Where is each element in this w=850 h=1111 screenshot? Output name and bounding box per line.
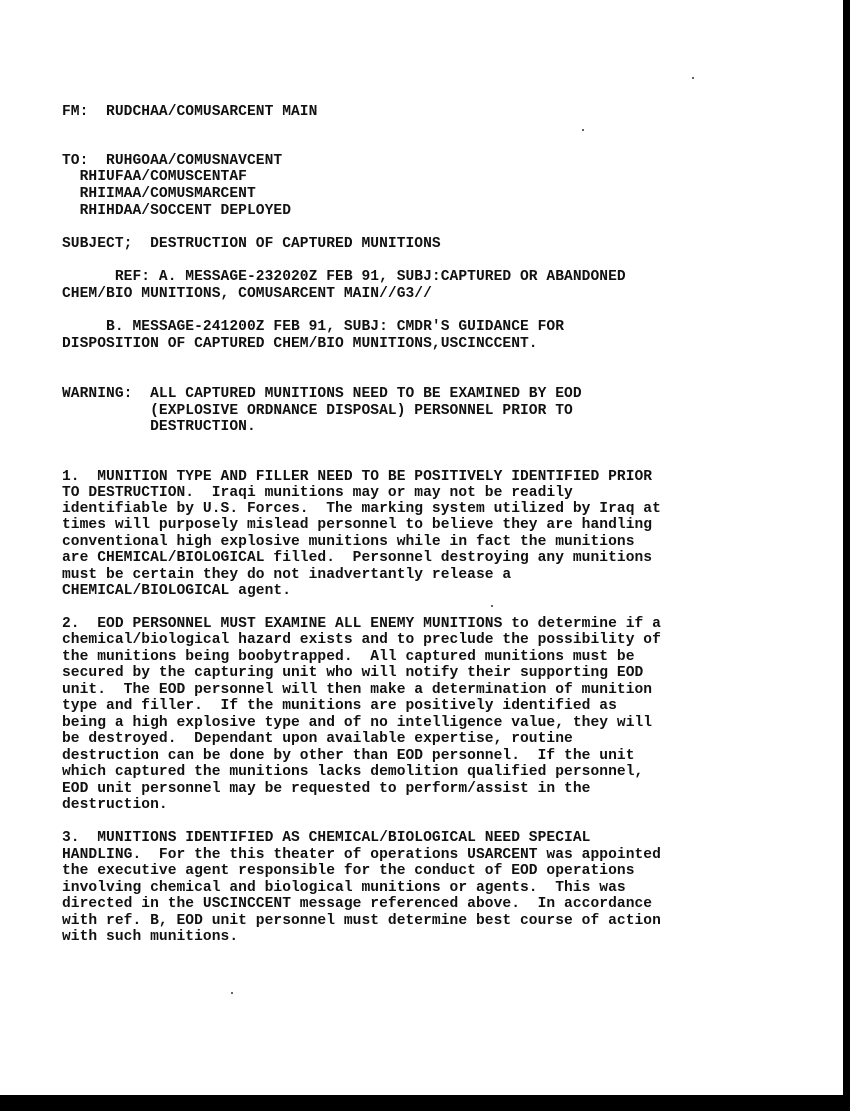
to-line: TO: RUHGOAA/COMUSNAVCENT: [62, 153, 283, 169]
paragraph-1-line: 1. MUNITION TYPE AND FILLER NEED TO BE POSITIVELY IDENTIFIED PRIOR: [62, 469, 653, 485]
scan-border-bottom: [0, 1095, 850, 1111]
scan-speck: [231, 992, 233, 994]
paragraph-1-line: must be certain they do not inadvertantly release a: [62, 567, 512, 583]
paragraph-3-line: with ref. B, EOD unit personnel must determine best course of action: [62, 913, 661, 929]
to-line: RHIUFAA/COMUSCENTAF: [62, 169, 247, 185]
warning-line: DESTRUCTION.: [62, 419, 256, 435]
paragraph-2-line: be destroyed. Dependant upon available expertise, routine: [62, 731, 573, 747]
paragraph-3-line: involving chemical and biological munitions or agents. This was: [62, 880, 626, 896]
paragraph-2-line: which captured the munitions lacks demolition qualified personnel,: [62, 764, 644, 780]
scan-speck: [582, 129, 584, 131]
reference-line: CHEM/BIO MUNITIONS, COMUSARCENT MAIN//G3//: [62, 286, 432, 302]
paragraph-2-line: chemical/biological hazard exists and to preclude the possibility of: [62, 632, 661, 648]
paragraph-1-line: times will purposely mislead personnel to believe they are handling: [62, 517, 653, 533]
paragraph-3-line: with such munitions.: [62, 929, 239, 945]
reference-line: DISPOSITION OF CAPTURED CHEM/BIO MUNITIONS,USCINCCENT.: [62, 336, 538, 352]
paragraph-3-line: 3. MUNITIONS IDENTIFIED AS CHEMICAL/BIOLOGICAL NEED SPECIAL: [62, 830, 591, 846]
from-line: FM: RUDCHAA/COMUSARCENT MAIN: [62, 104, 318, 120]
paragraph-3-line: HANDLING. For the this theater of operations USARCENT was appointed: [62, 847, 661, 863]
to-line: RHIHDAA/SOCCENT DEPLOYED: [62, 203, 291, 219]
paragraph-3-line: directed in the USCINCCENT message referenced above. In accordance: [62, 896, 653, 912]
subject-line: SUBJECT; DESTRUCTION OF CAPTURED MUNITIONS: [62, 236, 441, 252]
paragraph-2-line: destruction.: [62, 797, 168, 813]
paragraph-2-line: the munitions being boobytrapped. All captured munitions must be: [62, 649, 635, 665]
paragraph-2-line: type and filler. If the munitions are positively identified as: [62, 698, 617, 714]
reference-line: REF: A. MESSAGE-232020Z FEB 91, SUBJ:CAPTURED OR ABANDONED: [62, 269, 626, 285]
paragraph-2-line: secured by the capturing unit who will notify their supporting EOD: [62, 665, 644, 681]
scan-speck: [491, 605, 493, 607]
paragraph-2-line: 2. EOD PERSONNEL MUST EXAMINE ALL ENEMY MUNITIONS to determine if a: [62, 616, 661, 632]
scan-speck: [692, 77, 694, 79]
paragraph-2-line: unit. The EOD personnel will then make a determination of munition: [62, 682, 653, 698]
paragraph-2-line: destruction can be done by other than EOD personnel. If the unit: [62, 748, 635, 764]
paragraph-1-line: CHEMICAL/BIOLOGICAL agent.: [62, 583, 291, 599]
to-line: RHIIMAA/COMUSMARCENT: [62, 186, 256, 202]
warning-line: WARNING: ALL CAPTURED MUNITIONS NEED TO BE EXAMINED BY EOD: [62, 386, 582, 402]
warning-line: (EXPLOSIVE ORDNANCE DISPOSAL) PERSONNEL PRIOR TO: [62, 403, 573, 419]
paragraph-1-line: TO DESTRUCTION. Iraqi munitions may or may not be readily: [62, 485, 573, 501]
paragraph-2-line: being a high explosive type and of no intelligence value, they will: [62, 715, 653, 731]
paragraph-1-line: are CHEMICAL/BIOLOGICAL filled. Personnel destroying any munitions: [62, 550, 653, 566]
paragraph-1-line: conventional high explosive munitions while in fact the munitions: [62, 534, 635, 550]
paragraph-3-line: the executive agent responsible for the conduct of EOD operations: [62, 863, 635, 879]
paragraph-1-line: identifiable by U.S. Forces. The marking system utilized by Iraq at: [62, 501, 661, 517]
paragraph-2-line: EOD unit personnel may be requested to perform/assist in the: [62, 781, 591, 797]
scan-border-right: [843, 0, 850, 1111]
reference-line: B. MESSAGE-241200Z FEB 91, SUBJ: CMDR'S GUIDANCE FOR: [62, 319, 565, 335]
